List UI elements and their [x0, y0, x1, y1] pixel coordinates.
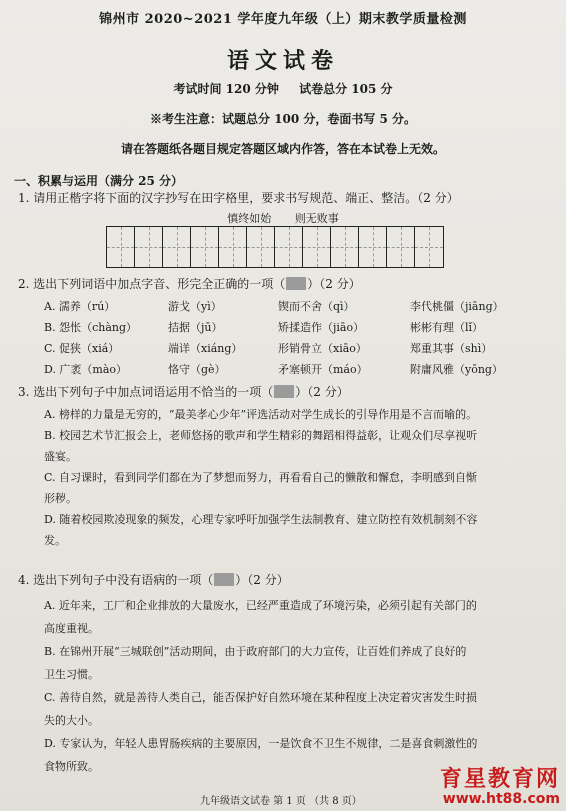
- grid-cell: [387, 227, 415, 267]
- question-4-options: [44, 594, 552, 778]
- grid-cell: [135, 227, 163, 267]
- watermark-logo-text: 育星教育网: [439, 767, 560, 792]
- option-cell: 附庸风雅（yōng）: [410, 363, 503, 376]
- copy-word-2: 则无败事: [294, 212, 339, 225]
- copy-word-1: 慎终如始: [227, 212, 272, 225]
- option-row: [44, 319, 540, 340]
- option-d-cont: 发。: [44, 534, 66, 547]
- option-cell: D. 广袤（mào）: [44, 363, 128, 376]
- page-footer: 九年级语文试卷 第 1 页 （共 8 页）: [200, 796, 362, 807]
- option-d: D. 随着校园欺凌现象的频发，心理专家呼吁加强学生法制教育、建立防控有效机制刻不容: [44, 513, 478, 526]
- section-title: 一、积累与运用（满分 25 分）: [14, 174, 184, 188]
- question-4-suffix: ）（2 分）: [235, 573, 289, 587]
- option-row: [44, 340, 540, 361]
- copy-words: [0, 210, 566, 226]
- question-3-prefix: 3. 选出下列句子中加点词语运用不恰当的一项（: [18, 385, 274, 399]
- option-cell: A. 濡养（rú）: [44, 300, 116, 313]
- option-c-cont: 形秽。: [44, 492, 77, 505]
- question-2-suffix: ）（2 分）: [307, 277, 361, 291]
- grid-cell: [219, 227, 247, 267]
- answer-warning: 请在答题纸各题目规定答题区域内作答，答在本试卷上无效。: [120, 142, 445, 156]
- grid-cell: [303, 227, 331, 267]
- candidate-notice: ※考生注意：试题总分 100 分，卷面书写 5 分。: [149, 112, 417, 126]
- exam-info: [0, 80, 566, 97]
- option-cell: B. 怨怅（chàng）: [44, 321, 138, 334]
- option-cell: 形销骨立（xiāo）: [278, 342, 367, 355]
- question-4: [18, 572, 289, 588]
- question-3-suffix: ）（2 分）: [295, 385, 349, 399]
- option-c: C. 自习课时，看到同学们都在为了梦想而努力，再看看自己的懒散和懈怠，李明感到自惭: [44, 471, 478, 484]
- option-c-cont: 失的大小。: [44, 714, 99, 727]
- question-3: [18, 384, 349, 400]
- option-cell: C. 促狭（xiá）: [44, 342, 120, 355]
- grid-cell: [191, 227, 219, 267]
- grid-cell: [359, 227, 387, 267]
- option-cell: 彬彬有理（lǐ）: [410, 321, 484, 334]
- option-cell: 郑重其事（shì）: [410, 342, 493, 355]
- option-cell: 端详（xiáng）: [168, 342, 243, 355]
- option-cell: 锲而不舍（qì）: [278, 300, 355, 313]
- option-cell: 矫揉造作（jiāo）: [278, 321, 365, 334]
- option-cell: 矛塞顿开（máo）: [278, 363, 368, 376]
- question-2-prefix: 2. 选出下列词语中加点字音、形完全正确的一项（: [18, 277, 286, 291]
- option-d-cont: 食物所致。: [44, 760, 99, 773]
- option-row: [44, 298, 540, 319]
- question-3-options: [44, 404, 552, 551]
- option-b-cont: 卫生习惯。: [44, 668, 99, 681]
- option-d: D. 专家认为，年轻人患胃肠疾病的主要原因，一是饮食不卫生不规律，二是喜食刺激性的: [44, 737, 478, 750]
- option-cell: 拮据（jū）: [168, 321, 223, 334]
- exam-time: 考试时间 120 分钟: [173, 82, 279, 96]
- watermark-url: www.ht88.com: [442, 791, 560, 807]
- option-a-cont: 高度重视。: [44, 622, 99, 635]
- grid-cell: [275, 227, 303, 267]
- grid-cell: [163, 227, 191, 267]
- grid-cell: [107, 227, 135, 267]
- answer-blank: [214, 573, 234, 586]
- option-b: B. 校园艺术节汇报会上，老师悠扬的歌声和学生精彩的舞蹈相得益彰，让观众们尽享视听: [44, 429, 478, 442]
- option-cell: 李代桃僵（jiāng）: [410, 300, 504, 313]
- exam-total-score: 试卷总分 105 分: [299, 82, 393, 96]
- question-1-text: 1. 请用正楷字将下面的汉字抄写在田字格里，要求书写规范、端正、整洁。（2 分）: [18, 191, 459, 205]
- exam-title: 锦州市 2020~2021 学年度九年级（上）期末教学质量检测: [99, 12, 467, 27]
- paper-title: 语文试卷: [226, 48, 339, 74]
- grid-cell: [331, 227, 359, 267]
- option-a: A. 近年来，工厂和企业排放的大量废水，已经严重造成了环境污染，必须引起有关部门的: [44, 599, 477, 612]
- question-2: [18, 276, 361, 292]
- tianzige-grid: [106, 226, 444, 268]
- grid-cell: [415, 227, 443, 267]
- option-cell: 恪守（gè）: [168, 363, 226, 376]
- question-2-options: [44, 298, 540, 382]
- answer-blank: [274, 385, 294, 398]
- option-b: B. 在锦州开展“三城联创”活动期间，由于政府部门的大力宣传，让百姓们养成了良好的: [44, 645, 467, 658]
- question-4-prefix: 4. 选出下列句子中没有语病的一项（: [18, 573, 214, 587]
- option-row: [44, 361, 540, 382]
- question-1: [18, 190, 459, 206]
- option-a: A. 榜样的力量是无穷的，“最美孝心少年”评选活动对学生成长的引导作用是不言而喻的。: [44, 408, 478, 421]
- option-cell: 游戈（yì）: [168, 300, 222, 313]
- grid-cell: [247, 227, 275, 267]
- option-c: C. 善待自然，就是善待人类自己，能否保护好自然环境在某种程度上决定着灾害发生时损: [44, 691, 478, 704]
- site-watermark: [360, 762, 560, 807]
- option-b-cont: 盛宴。: [44, 450, 77, 463]
- answer-blank: [286, 277, 306, 290]
